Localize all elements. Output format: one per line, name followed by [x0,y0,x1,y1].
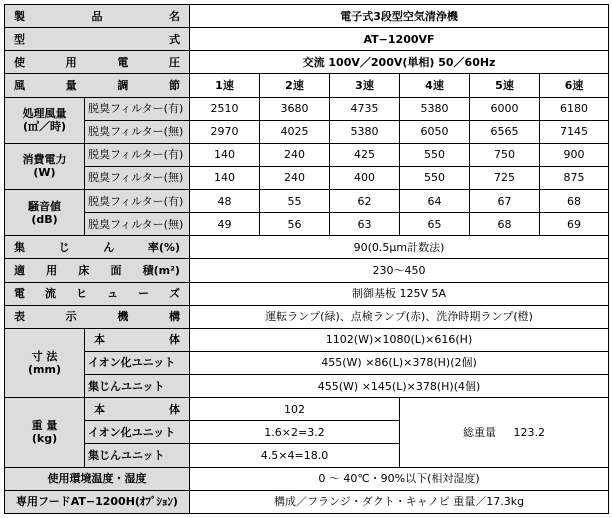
row-dim-ion [5,351,609,374]
value-cell: 6000 [470,97,540,120]
value-cell: 2970 [190,120,260,143]
row-speed-header [5,74,609,97]
dust-rate-label: 集 じ ん 率(%) [5,236,190,259]
value-cell: 425 [330,143,400,166]
hood-label: 専用フードAT−1200H(ｵﾌﾟｼｮﾝ) [5,490,190,513]
floor-area-value: 230〜450 [190,259,609,282]
row-display [5,305,609,328]
display-value: 運転ランプ(緑)、点検ランプ(赤)、洗浄時期ランプ(橙) [190,305,609,328]
value-cell: 140 [190,143,260,166]
row-hood [5,490,609,513]
speed-1: 1速 [190,74,260,97]
dim-dust-value: 455(W) ×145(L)×378(H)(4個) [190,375,609,398]
speed-5: 5速 [470,74,540,97]
product-name-value: 電子式3段型空気清浄機 [190,5,609,28]
weight-ion-label: イオン化ユニット [85,421,190,444]
dust-rate-value: 90(0.5μm計数法) [190,236,609,259]
value-cell: 4025 [260,120,330,143]
weight-body-label: 本 体 [85,398,190,421]
row-weight-body [5,398,609,421]
value-cell: 65 [400,213,470,236]
speed-6: 6速 [540,74,609,97]
total-weight-value: 123.2 [513,425,546,439]
value-cell: 6565 [470,120,540,143]
speed-2: 2速 [260,74,330,97]
model-value: AT−1200VF [190,28,609,51]
environment-value: 0 〜 40℃・90%以下(相対湿度) [190,467,609,490]
filter-with-label: 脱臭フィルター(有) [85,190,190,213]
speed-4: 4速 [400,74,470,97]
value-cell: 3680 [260,97,330,120]
value-cell: 6180 [540,97,609,120]
value-cell: 64 [400,190,470,213]
value-cell: 400 [330,166,400,189]
row-model [5,28,609,51]
product-name-label: 製 品 名 [5,5,190,28]
total-weight-label: 総重量 [463,425,497,439]
value-cell: 5380 [400,97,470,120]
value-cell: 5380 [330,120,400,143]
value-cell: 240 [260,143,330,166]
value-cell: 875 [540,166,609,189]
value-cell: 725 [470,166,540,189]
row-noise-without [5,213,609,236]
spec-table [4,4,609,514]
fuse-value: 制御基板 125V 5A [190,282,609,305]
row-power-with [5,143,609,166]
value-cell: 2510 [190,97,260,120]
row-dim-body [5,328,609,351]
dimensions-group-label: 寸 法 (mm) [5,328,85,397]
value-cell: 6050 [400,120,470,143]
value-cell: 68 [470,213,540,236]
value-cell: 550 [400,143,470,166]
weight-body-value: 102 [190,398,400,421]
row-power-without [5,166,609,189]
dim-dust-label: 集じんユニット [85,375,190,398]
model-label: 型 式 [5,28,190,51]
row-dust-rate [5,236,609,259]
value-cell: 69 [540,213,609,236]
display-label: 表 示 機 構 [5,305,190,328]
value-cell: 55 [260,190,330,213]
dim-body-value: 1102(W)×1080(L)×616(H) [190,328,609,351]
airflow-group-label: 処理風量 (㎥／時) [5,97,85,143]
speed-3: 3速 [330,74,400,97]
value-cell: 68 [540,190,609,213]
row-fuse [5,282,609,305]
speed-label: 風 量 調 節 [5,74,190,97]
row-airflow-without [5,120,609,143]
row-floor-area [5,259,609,282]
noise-group-label: 騒音値 (dB) [5,190,85,236]
value-cell: 63 [330,213,400,236]
dim-ion-label: イオン化ユニット [85,351,190,374]
filter-without-label: 脱臭フィルター(無) [85,166,190,189]
value-cell: 7145 [540,120,609,143]
weight-dust-label: 集じんユニット [85,444,190,467]
dim-body-label: 本 体 [85,328,190,351]
value-cell: 4735 [330,97,400,120]
row-voltage [5,51,609,74]
dim-ion-value: 455(W) ×86(L)×378(H)(2個) [190,351,609,374]
value-cell: 140 [190,166,260,189]
fuse-label: 電 流 ヒ ュ ー ズ [5,282,190,305]
hood-value: 構成／フランジ・ダクト・キャノピ 重量／17.3kg [190,490,609,513]
filter-without-label: 脱臭フィルター(無) [85,120,190,143]
floor-area-label: 適 用 床 面 積(m²) [5,259,190,282]
value-cell: 550 [400,166,470,189]
value-cell: 56 [260,213,330,236]
power-group-label: 消費電力 (W) [5,143,85,189]
environment-label: 使用環境温度・湿度 [5,467,190,490]
weight-group-label: 重 量 (kg) [5,398,85,467]
row-product-name [5,5,609,28]
value-cell: 900 [540,143,609,166]
voltage-value: 交流 100V／200V(単相) 50／60Hz [190,51,609,74]
filter-with-label: 脱臭フィルター(有) [85,143,190,166]
value-cell: 67 [470,190,540,213]
filter-without-label: 脱臭フィルター(無) [85,213,190,236]
value-cell: 49 [190,213,260,236]
filter-with-label: 脱臭フィルター(有) [85,97,190,120]
value-cell: 48 [190,190,260,213]
row-airflow-with [5,97,609,120]
weight-dust-value: 4.5×4=18.0 [190,444,400,467]
value-cell: 750 [470,143,540,166]
row-environment [5,467,609,490]
value-cell: 240 [260,166,330,189]
weight-ion-value: 1.6×2=3.2 [190,421,400,444]
total-weight-cell [400,398,609,467]
voltage-label: 使 用 電 圧 [5,51,190,74]
row-dim-dust [5,375,609,398]
value-cell: 62 [330,190,400,213]
row-noise-with [5,190,609,213]
